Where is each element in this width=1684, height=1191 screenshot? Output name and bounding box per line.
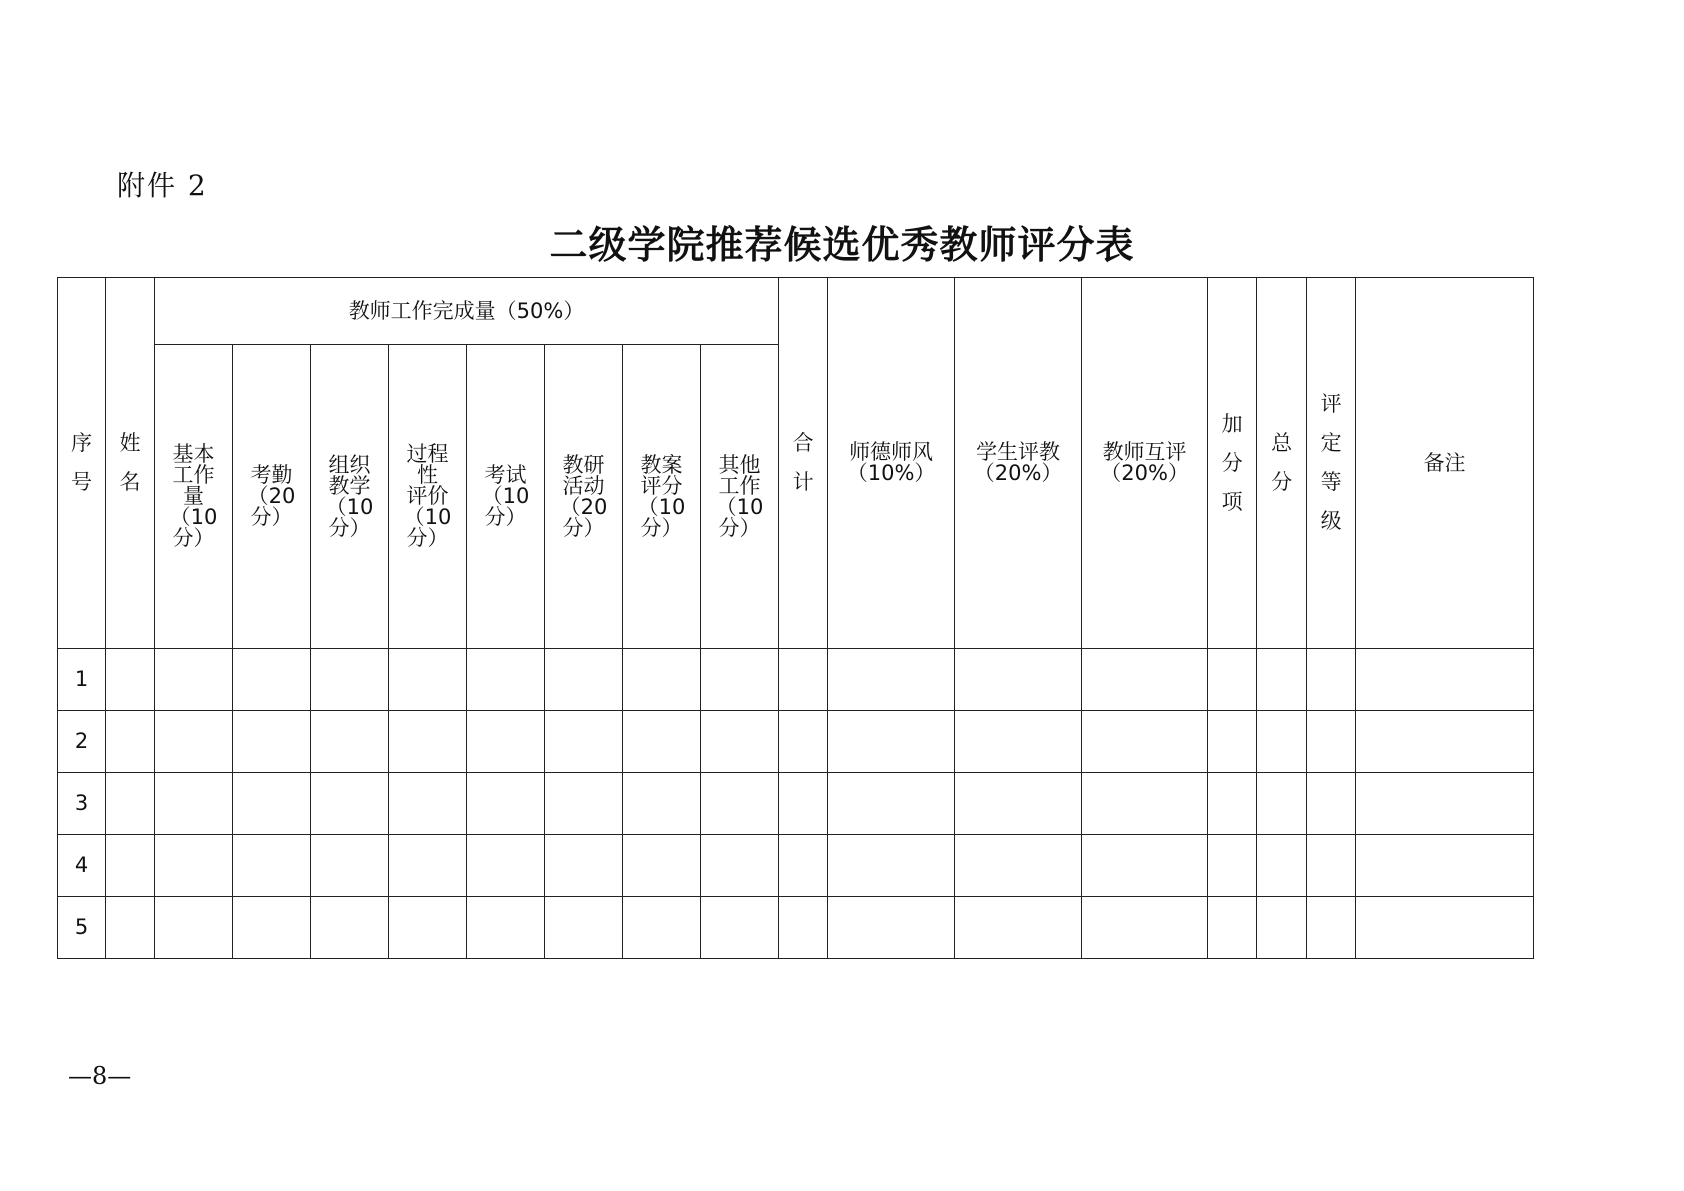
table-row bbox=[58, 649, 1534, 711]
header-grade: 评 定 等 级 bbox=[1307, 278, 1356, 649]
table-row bbox=[58, 897, 1534, 959]
table-row bbox=[58, 773, 1534, 835]
table-row bbox=[58, 835, 1534, 897]
header-exam: 考试 （10 分） bbox=[467, 345, 545, 649]
page-number: —8— bbox=[68, 1062, 132, 1090]
header-seq: 序 号 bbox=[58, 278, 106, 649]
header-basic-workload: 基本 工作 量 （10 分） bbox=[155, 345, 233, 649]
row-seq: 2 bbox=[58, 711, 106, 773]
table-row bbox=[58, 711, 1534, 773]
row-seq: 3 bbox=[58, 773, 106, 835]
score-table bbox=[57, 277, 1534, 959]
header-lesson-plan: 教案 评分 （10 分） bbox=[623, 345, 701, 649]
header-attendance: 考勤 （20 分） bbox=[233, 345, 311, 649]
header-subtotal: 合 计 bbox=[779, 278, 828, 649]
header-remarks: 备注 bbox=[1356, 278, 1534, 649]
header-process-eval: 过程 性 评价 （10 分） bbox=[389, 345, 467, 649]
header-student-eval: 学生评教 （20%） bbox=[955, 278, 1082, 649]
header-workload-group: 教师工作完成量（50%） bbox=[155, 278, 779, 345]
attachment-label: 附件 2 bbox=[117, 169, 208, 202]
header-research: 教研 活动 （20 分） bbox=[545, 345, 623, 649]
page-title: 二级学院推荐候选优秀教师评分表 bbox=[549, 222, 1135, 267]
header-peer-eval: 教师互评 （20%） bbox=[1082, 278, 1208, 649]
row-seq: 1 bbox=[58, 649, 106, 711]
header-grand-total: 总 分 bbox=[1257, 278, 1307, 649]
header-name: 姓 名 bbox=[106, 278, 155, 649]
header-other-work: 其他 工作 （10 分） bbox=[701, 345, 779, 649]
header-ethics: 师德师风 （10%） bbox=[828, 278, 955, 649]
row-seq: 4 bbox=[58, 835, 106, 897]
row-seq: 5 bbox=[58, 897, 106, 959]
header-bonus: 加 分 项 bbox=[1208, 278, 1257, 649]
header-teaching-org: 组织 教学 （10 分） bbox=[311, 345, 389, 649]
